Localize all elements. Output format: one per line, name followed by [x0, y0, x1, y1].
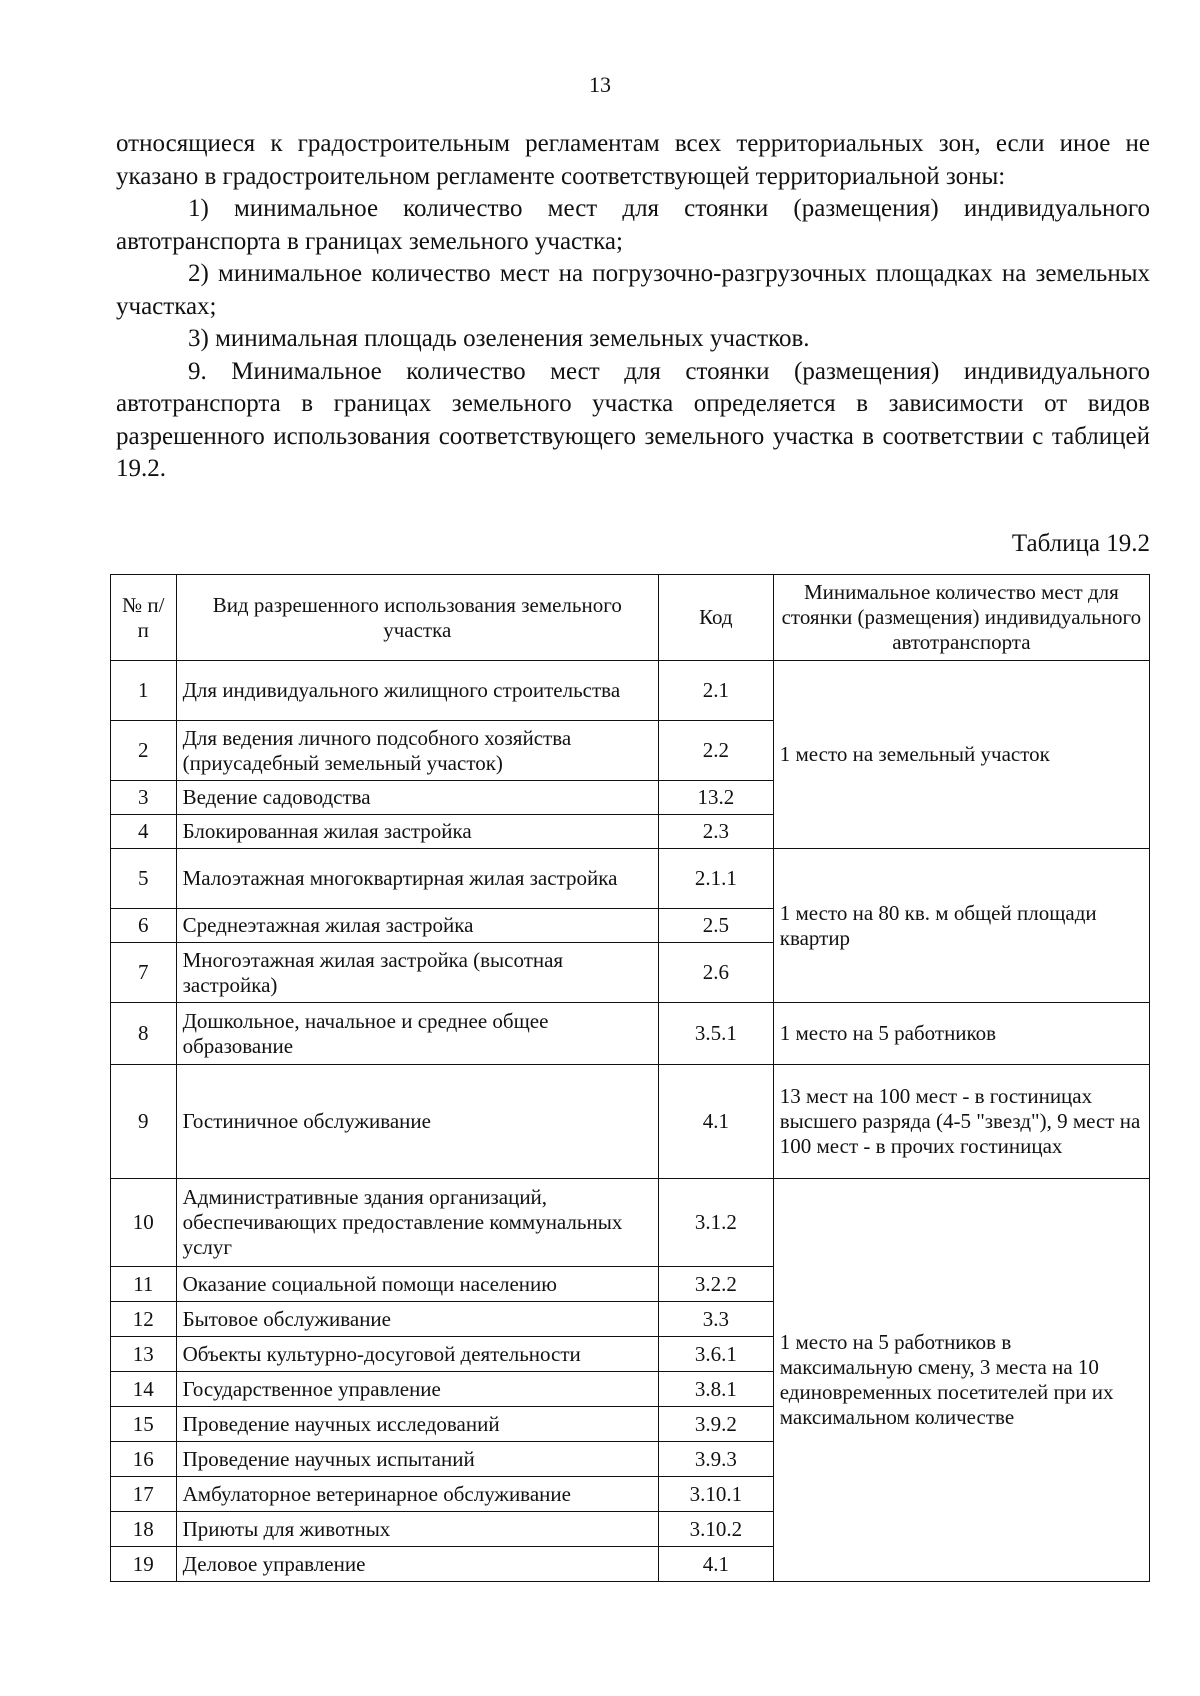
row-code: 3.10.1 — [658, 1477, 773, 1512]
row-num: 7 — [111, 943, 177, 1003]
row-code: 3.10.2 — [658, 1512, 773, 1547]
row-num: 5 — [111, 849, 177, 909]
row-code: 13.2 — [658, 781, 773, 815]
row-use: Оказание социальной помощи населению — [176, 1267, 658, 1302]
table-row — [111, 1003, 1150, 1065]
row-use: Дошкольное, начальное и среднее общее образование — [176, 1003, 658, 1065]
row-use: Блокированная жилая застройка — [176, 815, 658, 849]
row-num: 9 — [111, 1065, 177, 1179]
row-use: Ведение садоводства — [176, 781, 658, 815]
table-row — [111, 661, 1150, 721]
row-use: Для ведения личного подсобного хозяйства (приусадебный земельный участок) — [176, 721, 658, 781]
paragraph: 1) минимальное количество мест для стоянки (размещения) индивидуального автотранспорта в границах земельного участка; — [116, 195, 1150, 255]
row-num: 1 — [111, 661, 177, 721]
row-use: Проведение научных испытаний — [176, 1442, 658, 1477]
paragraph: относящиеся к градостроительным регламентам всех территориальных зон, если иное не указано в градостроительном регламенте соответствующей территориальной зоны: — [116, 130, 1150, 190]
row-code: 3.1.2 — [658, 1179, 773, 1267]
table-caption: Таблица 19.2 — [1011, 530, 1150, 557]
row-num: 11 — [111, 1267, 177, 1302]
row-num: 19 — [111, 1547, 177, 1582]
row-num: 3 — [111, 781, 177, 815]
row-code: 2.1.1 — [658, 849, 773, 909]
paragraph: 9. Минимальное количество мест для стоянки (размещения) индивидуального автотранспорта в границах земельного участка определяется в зависимости от видов разрешенного использования соответствующего земельного участка в соответствии с таблицей 19.2. — [116, 357, 1150, 482]
table-row — [111, 1065, 1150, 1179]
row-num: 6 — [111, 909, 177, 943]
row-use: Амбулаторное ветеринарное обслуживание — [176, 1477, 658, 1512]
norm-cell: 1 место на земельный участок — [773, 661, 1149, 849]
row-use: Объекты культурно-досуговой деятельности — [176, 1337, 658, 1372]
norm-cell: 1 место на 5 работников в максимальную смену, 3 места на 10 единовременных посетителей при их максимальном количестве — [773, 1179, 1149, 1582]
row-use: Малоэтажная многоквартирная жилая застройка — [176, 849, 658, 909]
row-code: 3.8.1 — [658, 1372, 773, 1407]
norm-cell: 1 место на 80 кв. м общей площади квартир — [773, 849, 1149, 1003]
row-num: 8 — [111, 1003, 177, 1065]
row-code: 2.2 — [658, 721, 773, 781]
row-code: 2.5 — [658, 909, 773, 943]
paragraph: 2) минимальное количество мест на погрузочно-разгрузочных площадках на земельных участках; — [116, 260, 1150, 320]
row-code: 3.3 — [658, 1302, 773, 1337]
row-use: Среднеэтажная жилая застройка — [176, 909, 658, 943]
norm-cell: 1 место на 5 работников — [773, 1003, 1149, 1065]
row-code: 3.6.1 — [658, 1337, 773, 1372]
row-use: Многоэтажная жилая застройка (высотная застройка) — [176, 943, 658, 1003]
row-num: 18 — [111, 1512, 177, 1547]
row-num: 15 — [111, 1407, 177, 1442]
table-row — [111, 1179, 1150, 1267]
norm-cell: 13 мест на 100 мест - в гостиницах высшего разряда (4-5 "звезд"), 9 мест на 100 мест - в прочих гостиницах — [773, 1065, 1149, 1179]
row-use: Для индивидуального жилищного строительства — [176, 661, 658, 721]
row-num: 14 — [111, 1372, 177, 1407]
row-use: Проведение научных исследований — [176, 1407, 658, 1442]
row-code: 2.6 — [658, 943, 773, 1003]
header-num: № п/п — [111, 575, 177, 661]
row-num: 4 — [111, 815, 177, 849]
row-code: 3.5.1 — [658, 1003, 773, 1065]
row-use: Приюты для животных — [176, 1512, 658, 1547]
row-num: 2 — [111, 721, 177, 781]
header-code: Код — [658, 575, 773, 661]
table-row — [111, 849, 1150, 909]
row-use: Бытовое обслуживание — [176, 1302, 658, 1337]
row-code: 3.9.3 — [658, 1442, 773, 1477]
row-use: Деловое управление — [176, 1547, 658, 1582]
table-header-row — [111, 575, 1150, 661]
row-code: 3.9.2 — [658, 1407, 773, 1442]
row-use: Административные здания организаций, обеспечивающих предоставление коммунальных услуг — [176, 1179, 658, 1267]
row-num: 16 — [111, 1442, 177, 1477]
row-use: Гостиничное обслуживание — [176, 1065, 658, 1179]
row-num: 10 — [111, 1179, 177, 1267]
row-code: 4.1 — [658, 1065, 773, 1179]
row-num: 13 — [111, 1337, 177, 1372]
header-norm: Минимальное количество мест для стоянки (размещения) индивидуального автотранспорта — [773, 575, 1149, 661]
paragraph: 3) минимальная площадь озеленения земельных участков. — [188, 325, 810, 352]
page-number: 13 — [589, 72, 611, 97]
body-text — [116, 128, 1150, 486]
row-use: Государственное управление — [176, 1372, 658, 1407]
row-num: 17 — [111, 1477, 177, 1512]
header-use: Вид разрешенного использования земельного участка — [176, 575, 658, 661]
row-code: 4.1 — [658, 1547, 773, 1582]
row-code: 2.1 — [658, 661, 773, 721]
row-code: 3.2.2 — [658, 1267, 773, 1302]
parking-norms-table — [110, 574, 1150, 1582]
row-code: 2.3 — [658, 815, 773, 849]
row-num: 12 — [111, 1302, 177, 1337]
